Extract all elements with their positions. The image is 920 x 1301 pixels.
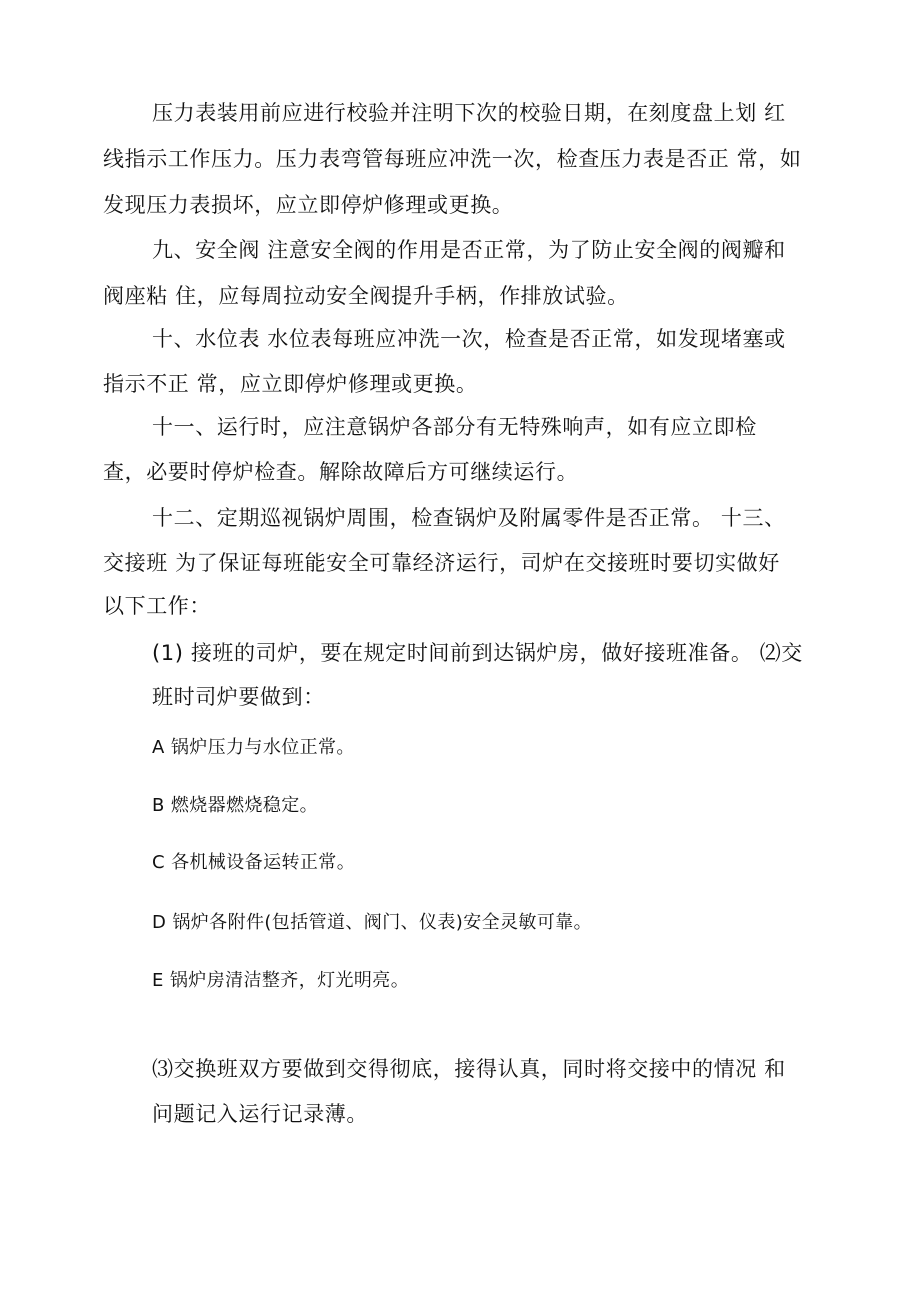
text-line: 十二、定期巡视锅炉周围，检查锅炉及附属零件是否正常。 十三、 [152, 506, 786, 530]
text-line: 问题记入运行记录薄。 [152, 1102, 368, 1126]
text-line: (1) 接班的司炉，要在规定时间前到达锅炉房，做好接班准备。 ⑵交 [152, 641, 803, 665]
text-line: 指示不正 常，应立即停炉修理或更换。 [103, 372, 478, 396]
text-line: 阀座粘 住，应每周拉动安全阀提升手柄，作排放试验。 [103, 284, 629, 308]
text-line: 班时司炉要做到： [152, 685, 325, 709]
text-line: 十、水位表 水位表每班应冲洗一次，检查是否正常，如发现堵塞或 [152, 327, 786, 351]
list-item: E 锅炉房清洁整齐，灯光明亮。 [152, 970, 410, 991]
list-item: B 燃烧器燃烧稳定。 [152, 795, 319, 816]
text-line: 交接班 为了保证每班能安全可靠经济运行，司炉在交接班时要切实做好 [103, 551, 780, 575]
text-line: 发现压力表损坏，应立即停炉修理或更换。 [103, 193, 514, 217]
list-item: A 锅炉压力与水位正常。 [152, 737, 355, 758]
text-line: 线指示工作压力。压力表弯管每班应冲洗一次，检查压力表是否正 常，如 [103, 147, 802, 171]
text-line: ⑶交换班双方要做到交得彻底，接得认真，同时将交接中的情况 和 [152, 1057, 786, 1081]
text-line: 以下工作： [103, 594, 211, 618]
text-line: 九、安全阀 注意安全阀的作用是否正常，为了防止安全阀的阀瓣和 [152, 238, 786, 262]
text-line: 压力表装用前应进行校验并注明下次的校验日期，在刻度盘上划 红 [152, 101, 786, 125]
text-line: 查，必要时停炉检查。解除故障后方可继续运行。 [103, 460, 579, 484]
list-item: C 各机械设备运转正常。 [152, 852, 356, 873]
text-line: 十一、运行时，应注意锅炉各部分有无特殊响声，如有应立即检 [152, 415, 757, 439]
list-item: D 锅炉各附件(包括管道、阀门、仪表)安全灵敏可靠。 [152, 912, 593, 933]
